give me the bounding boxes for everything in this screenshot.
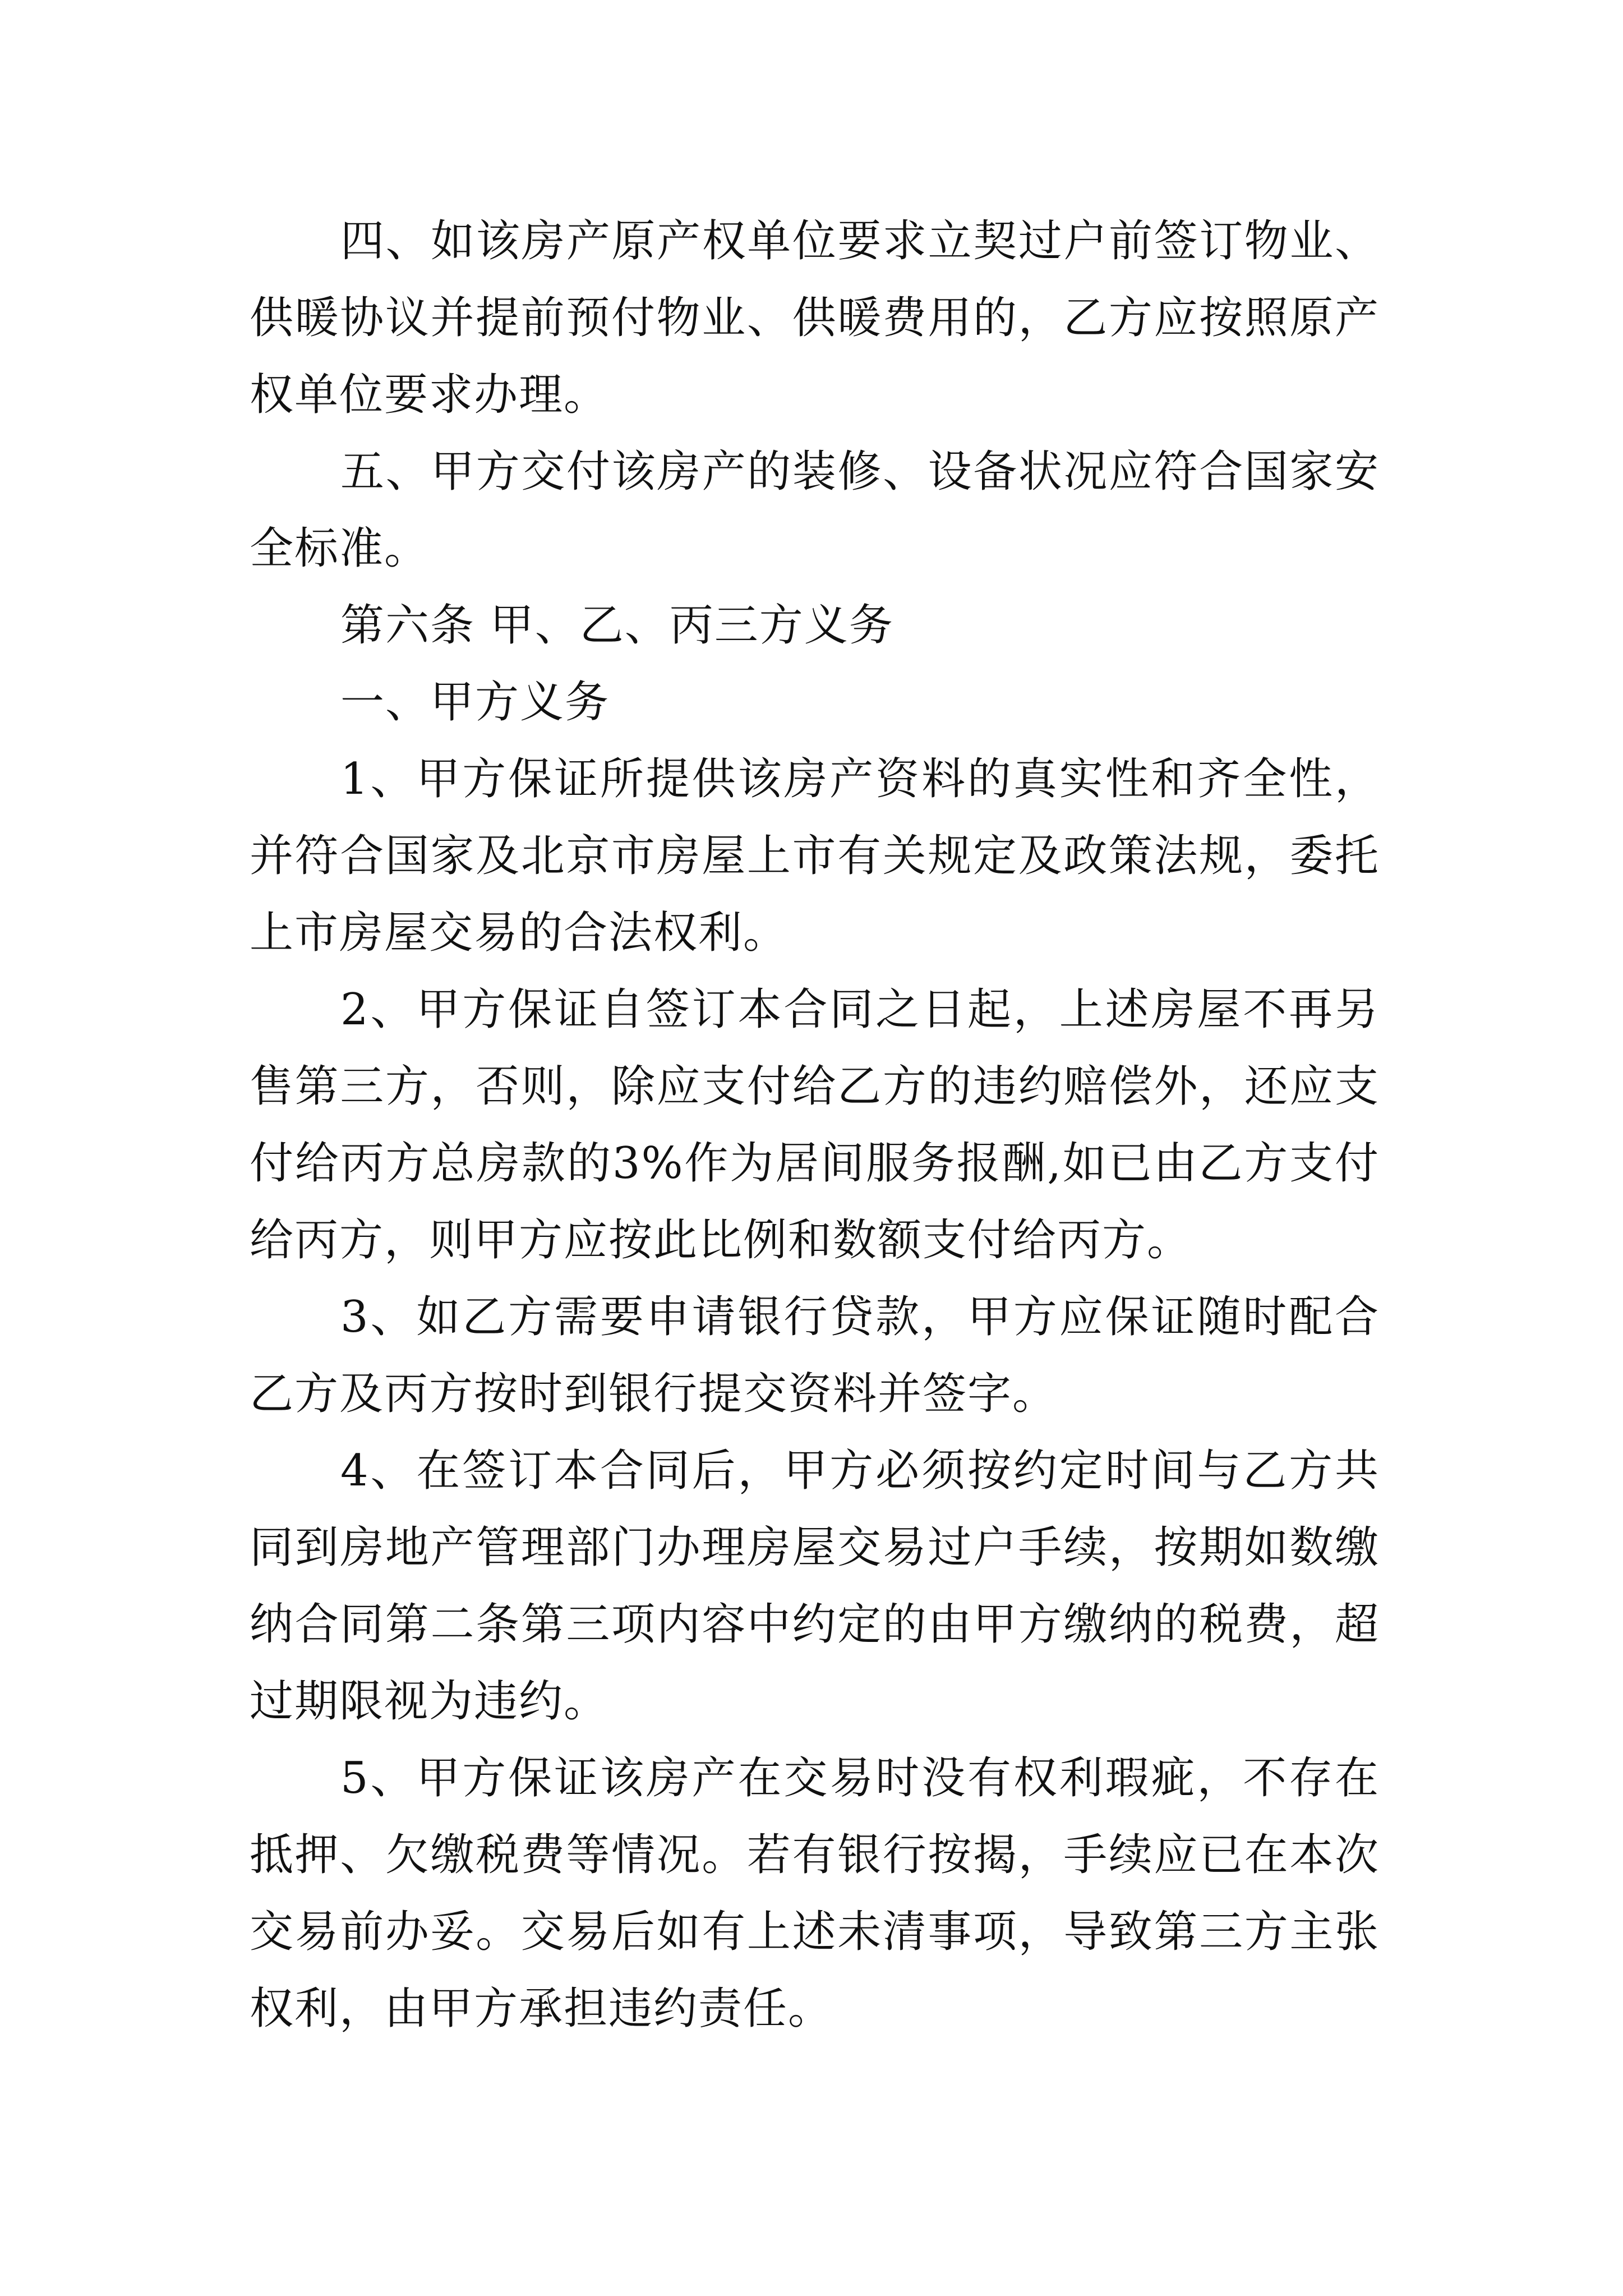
document-body [250, 203, 1380, 2047]
paragraph-clause-4: 四、如该房产原产权单位要求立契过户前签订物业、供暖协议并提前预付物业、供暖费用的，乙方应按照原产权单位要求办理。 [250, 216, 1380, 420]
article-6-heading: 第六条 甲、乙、丙三方义务 [340, 600, 894, 651]
paragraph-item-3: 3、如乙方需要申请银行贷款，甲方应保证随时配合乙方及丙方按时到银行提交资料并签字。 [250, 1292, 1380, 1419]
paragraph-item-4: 4、在签订本合同后，甲方必须按约定时间与乙方共同到房地产管理部门办理房屋交易过户手续，按期如数缴纳合同第二条第三项内容中约定的由甲方缴纳的税费，超过期限视为违约。 [250, 1446, 1380, 1727]
section-party-a-obligations: 一、甲方义务 [340, 677, 610, 728]
paragraph-item-5: 5、甲方保证该房产在交易时没有权利瑕疵，不存在抵押、欠缴税费等情况。若有银行按揭，手续应已在本次交易前办妥。交易后如有上述未清事项，导致第三方主张权利，由甲方承担违约责任。 [250, 1753, 1380, 2034]
paragraph-item-2: 2、甲方保证自签订本合同之日起，上述房屋不再另售第三方，否则，除应支付给乙方的违约赔偿外，还应支付给丙方总房款的3%作为居间服务报酬,如已由乙方支付给丙方，则甲方应按此比例和数额支付给丙方。 [250, 984, 1380, 1266]
paragraph-item-1: 1、甲方保证所提供该房产资料的真实性和齐全性，并符合国家及北京市房屋上市有关规定及政策法规，委托上市房屋交易的合法权利。 [250, 754, 1380, 958]
paragraph-clause-5: 五、甲方交付该房产的装修、设备状况应符合国家安全标准。 [250, 447, 1380, 574]
